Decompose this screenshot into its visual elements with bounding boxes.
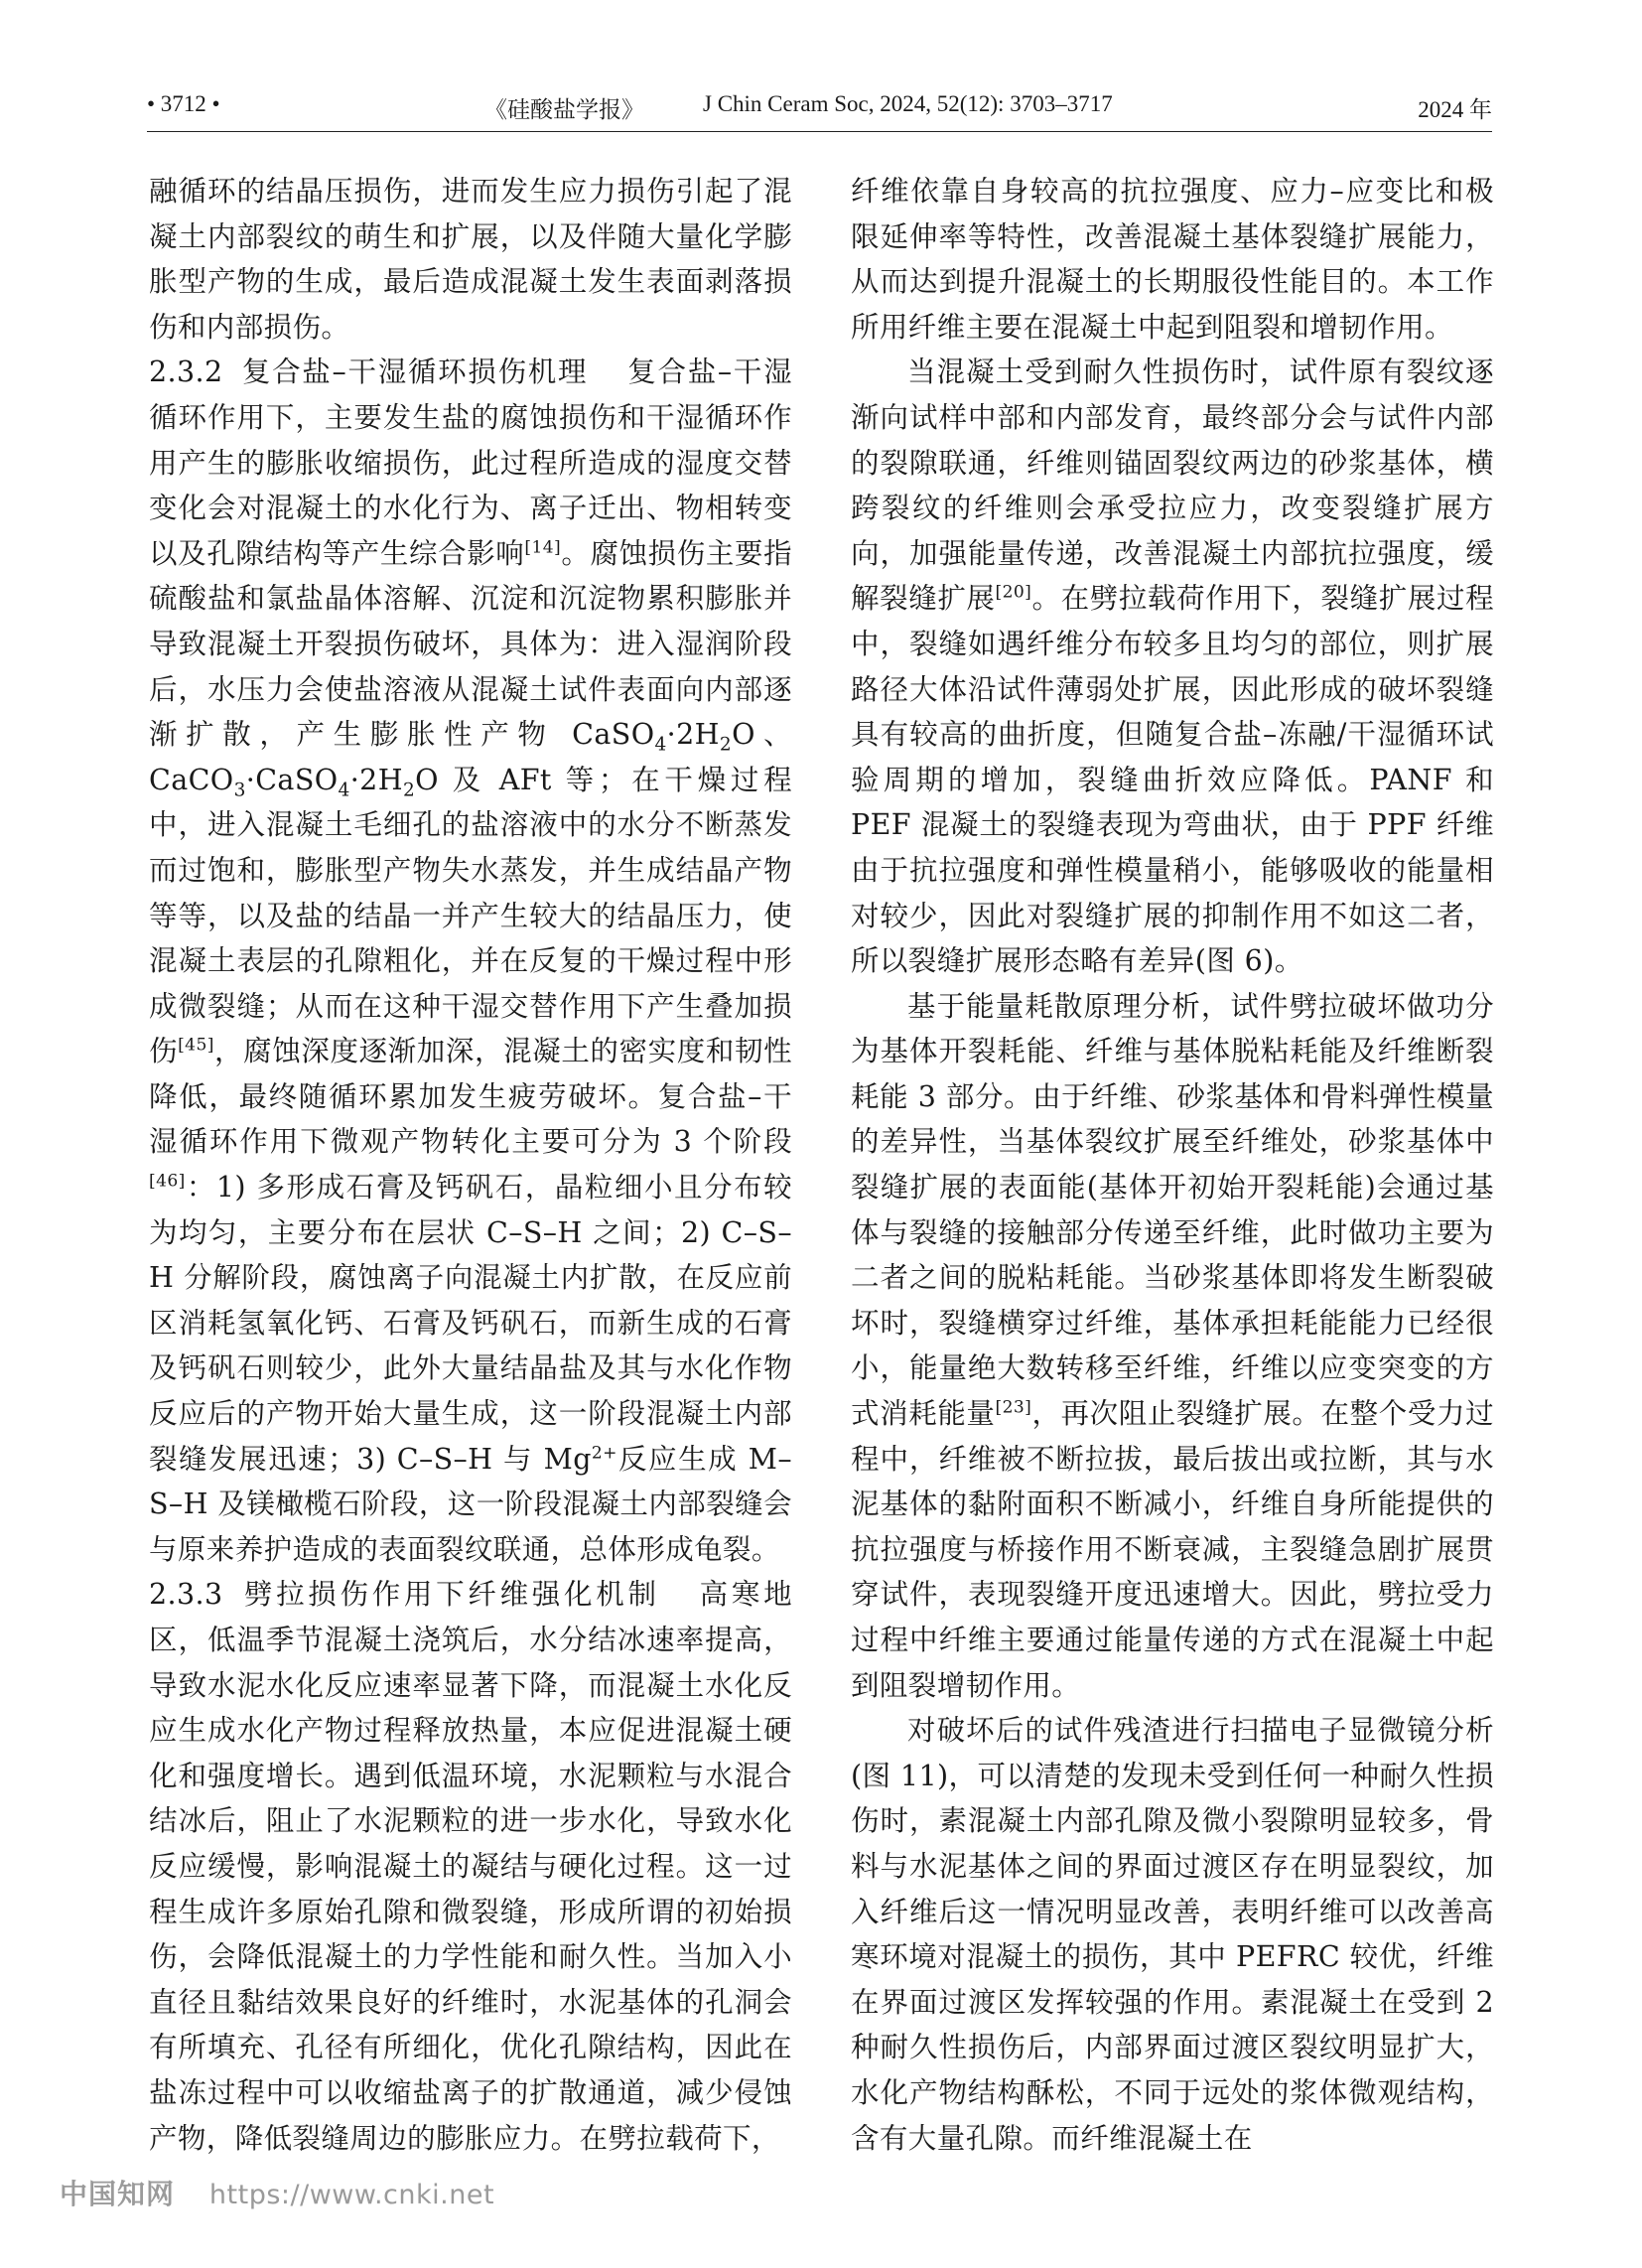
page-number: • 3712 •	[147, 91, 220, 116]
journal-name-cn: 《硅酸盐学报》	[484, 97, 644, 122]
section-2-3-2: 2.3.2 复合盐–干湿循环损伤机理 复合盐–干湿循环作用下，主要发生盐的腐蚀损伤和干湿循环作用产生的膨胀收缩损伤，此过程所造成的湿度交替变化会对混凝土的水化行为、离子迁出、物相转变以及孔隙结构等产生综合影响[14]。腐蚀损伤主要指硫酸盐和氯盐晶体溶解、沉淀和沉淀物累积膨胀并导致混凝土开裂损伤破坏，具体为：进入湿润阶段后，水压力会使盐溶液从混凝土试件表面向内部逐渐扩散，产生膨胀性产物 $CaSO_4\cdot 2H_2O$、$CaCO_3\cdot CaSO_4\cdot 2H_2O$ 及 AFt 等；在干燥过程中，进入混凝土毛细孔的盐溶液中的水分不断蒸发而过饱和，膨胀型产物失水蒸发，并生成结晶产物等等，以及盐的结晶一并产生较大的结晶压力，使混凝土表层的孔隙粗化，并在反复的干燥过程中形成微裂缝；从而在这种干湿交替作用下产生叠加损伤[45]，腐蚀深度逐渐加深，混凝土的密实度和韧性降低，最终随循环累加发生疲劳破坏。复合盐–干湿循环作用下微观产物转化主要可分为 3 个阶段[46]：1) 多形成石膏及钙矾石，晶粒细小且分布较为均匀，主要分布在层状 C–S–H 之间；2) C–S–H 分解阶段，腐蚀离子向混凝土内扩散，在反应前区消耗氢氧化钙、石膏及钙矾石，而新生成的石膏及钙矾石则较少，此外大量结晶盐及其与水化作物反应后的产物开始大量生成，这一阶段混凝土内部裂缝发展迅速；3) C–S–H 与 $Mg^{2+}$反应生成 M–S–H 及镁橄榄石阶段，这一阶段混凝土内部裂缝会与原来养护造成的表面裂纹联通，总体形成龟裂。	[149, 355, 792, 1566]
publication-year: 2024 年	[1418, 97, 1492, 122]
citation-ref[interactable]: [23]	[995, 1397, 1032, 1418]
citation-ref[interactable]: [20]	[995, 582, 1032, 603]
cnki-watermark	[60, 2173, 494, 2212]
paragraph-continued: 融循环的结晶压损伤，进而发生应力损伤引起了混凝土内部裂纹的萌生和扩展，以及伴随大量化学膨胀型产物的生成，最后造成混凝土发生表面剥落损伤和内部损伤。	[149, 175, 792, 344]
section-number: 2.3.2	[149, 355, 223, 389]
running-header	[147, 91, 1492, 131]
section-number: 2.3.3	[149, 1578, 223, 1612]
citation-ref[interactable]: [45]	[178, 1035, 214, 1056]
section-title: 复合盐–干湿循环损伤机理	[240, 355, 589, 389]
site-name: 中国知网	[60, 2178, 176, 2210]
citation-ref[interactable]: [14]	[524, 537, 562, 558]
section-title: 劈拉损伤作用下纤维强化机制	[240, 1578, 660, 1612]
site-url[interactable]: https://www.cnki.net	[208, 2180, 495, 2210]
paragraph: 基于能量耗散原理分析，试件劈拉破坏做功分为基体开裂耗能、纤维与基体脱粘耗能及纤维断裂耗能 3 部分。由于纤维、砂浆基体和骨料弹性模量的差异性，当基体裂纹扩展至纤维处，砂浆基体中裂缝扩展的表面能(基体开初始开裂耗能)会通过基体与裂缝的接触部分传递至纤维，此时做功主要为二者之间的脱粘耗能。当砂浆基体即将发生断裂破坏时，裂缝横穿过纤维，基体承担耗能能力已经很小，能量绝大数转移至纤维，纤维以应变突变的方式消耗能量[23]，再次阻止裂缝扩展。在整个受力过程中，纤维被不断拉拔，最后拔出或拉断，其与水泥基体的黏附面积不断减小，纤维自身所能提供的抗拉强度与桥接作用不断衰减，主裂缝急剧扩展贯穿试件，表现裂缝开度迅速增大。因此，劈拉受力过程中纤维主要通过能量传递的方式在混凝土中起到阻裂增韧作用。	[851, 989, 1494, 1702]
left-column	[149, 169, 792, 2161]
ion-charge: 2+	[591, 1443, 617, 1464]
section-2-3-3: 2.3.3 劈拉损伤作用下纤维强化机制 高寒地区，低温季节混凝土浇筑后，水分结冰速率提高，导致水泥水化反应速率显著下降，而混凝土水化反应生成水化产物过程释放热量，本应促进混凝土硬化和强度增长。遇到低温环境，水泥颗粒与水混合结冰后，阻止了水泥颗粒的进一步水化，导致水化反应缓慢，影响混凝土的凝结与硬化过程。这一过程生成许多原始孔隙和微裂缝，形成所谓的初始损伤，会降低混凝土的力学性能和耐久性。当加入小直径且黏结效果良好的纤维时，水泥基体的孔洞会有所填充、孔径有所细化，优化孔隙结构，因此在盐冻过程中可以收缩盐离子的扩散通道，减少侵蚀产物，降低裂缝周边的膨胀应力。在劈拉载荷下，	[149, 1578, 793, 2155]
paragraph: 对破坏后的试件残渣进行扫描电子显微镜分析(图 11)，可以清楚的发现未受到任何一种耐久性损伤时，素混凝土内部孔隙及微小裂隙明显较多，骨料与水泥基体之间的界面过渡区存在明显裂纹，加入纤维后这一情况明显改善，表明纤维可以改善高寒环境对混凝土的损伤，其中 PEFRC 较优，纤维在界面过渡区发挥较强的作用。素混凝土在受到 2 种耐久性损伤后，内部界面过渡区裂纹明显扩大，水化产物结构酥松，不同于远处的浆体微观结构，含有大量孔隙。而纤维混凝土在	[851, 1714, 1494, 2155]
paragraph-continued: 纤维依靠自身较高的抗拉强度、应力–应变比和极限延伸率等特性，改善混凝土基体裂缝扩展能力，从而达到提升混凝土的长期服役性能目的。本工作所用纤维主要在混凝土中起到阻裂和增韧作用。	[851, 175, 1494, 344]
header-rule	[147, 131, 1492, 132]
right-column	[851, 169, 1494, 2161]
journal-citation: J Chin Ceram Soc, 2024, 52(12): 3703–3717	[703, 91, 1113, 116]
paragraph: 当混凝土受到耐久性损伤时，试件原有裂纹逐渐向试样中部和内部发育，最终部分会与试件内部的裂隙联通，纤维则锚固裂纹两边的砂浆基体，横跨裂纹的纤维则会承受拉应力，改变裂缝扩展方向，加强能量传递，改善混凝土内部抗拉强度，缓解裂缝扩展[20]。在劈拉载荷作用下，裂缝扩展过程中，裂缝如遇纤维分布较多且均匀的部位，则扩展路径大体沿试件薄弱处扩展，因此形成的破坏裂缝具有较高的曲折度，但随复合盐–冻融/干湿循环试验周期的增加，裂缝曲折效应降低。PANF 和 PEF 混凝土的裂缝表现为弯曲状，由于 PPF 纤维由于抗拉强度和弹性模量稍小，能够吸收的能量相对较少，因此对裂缝扩展的抑制作用不如这二者，所以裂缝扩展形态略有差异(图 6)。	[851, 355, 1494, 978]
citation-ref[interactable]: [46]	[149, 1171, 186, 1192]
